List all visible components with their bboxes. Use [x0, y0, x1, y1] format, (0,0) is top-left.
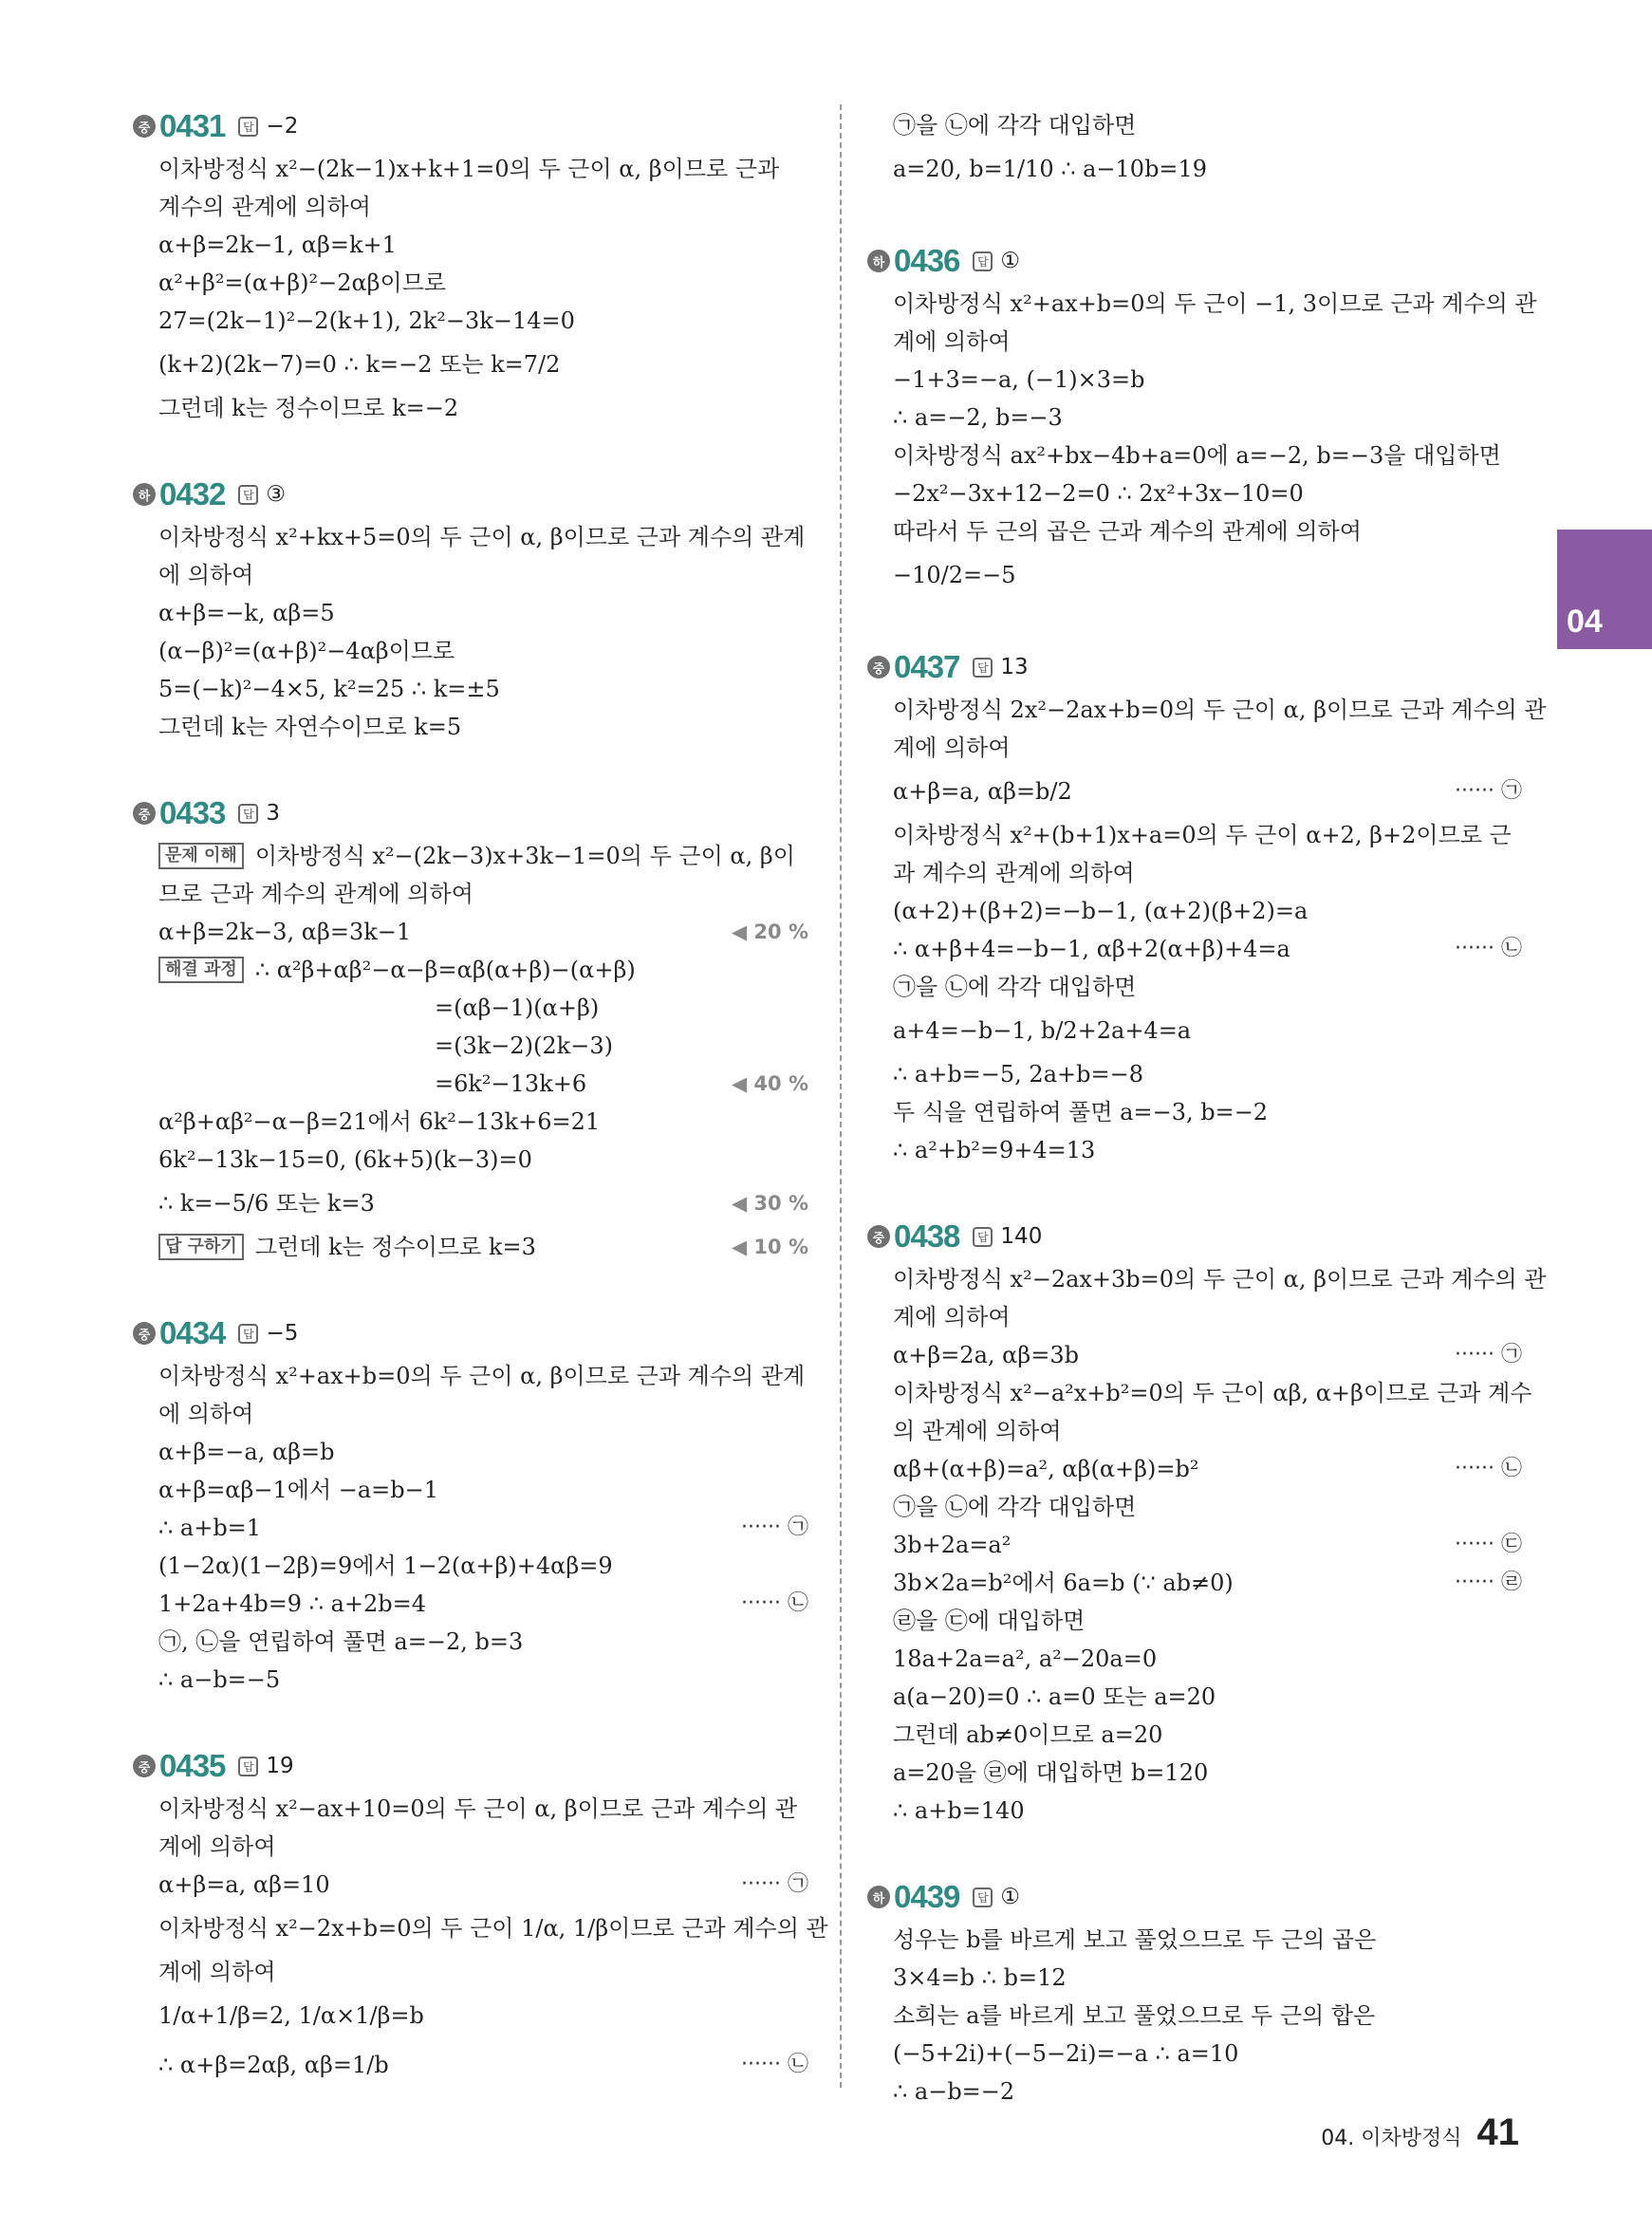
solution-line — [133, 1991, 808, 2040]
solution-text: (α+2)+(β+2)=−b−1, (α+2)(β+2)=a — [893, 898, 1309, 924]
solution-line — [867, 1450, 1522, 1488]
solution-text: 이차방정식 x²−2ax+3b=0의 두 근이 α, β이므로 근과 계수의 관 — [893, 1266, 1547, 1292]
solution-line — [867, 1526, 1522, 1564]
solution-text: 1+2a+4b=9 ∴ a+2b=4 — [158, 1590, 427, 1617]
solution-line — [867, 1374, 1532, 1412]
solution-line — [867, 1792, 1522, 1830]
solution-line — [133, 1953, 808, 1991]
solution-line — [133, 594, 808, 632]
score-percent: ◀ 10 % — [731, 1236, 808, 1258]
column-divider — [840, 104, 842, 2088]
solution-line — [867, 106, 1522, 144]
solution-line — [133, 1141, 808, 1179]
equation-marker: ······ ㉢ — [1455, 1533, 1522, 1556]
solution-text: (−5+2i)+(−5−2i)=−a ∴ a=10 — [893, 2040, 1239, 2067]
solution-line — [133, 389, 808, 427]
solution-text: ∴ α+β+4=−b−1, αβ+2(α+β)+4=a — [893, 936, 1290, 962]
answer-icon: 답 — [238, 485, 258, 505]
solution-line — [133, 837, 808, 875]
difficulty-badge: 중 — [867, 656, 890, 679]
equation-marker: ······ ㉠ — [741, 1516, 808, 1539]
solution-line — [133, 708, 808, 746]
solution-text: 에 의하여 — [158, 1401, 254, 1427]
solution-line — [133, 556, 808, 594]
solution-line — [867, 729, 1522, 767]
solution-text: =(αβ−1)(α+β) — [435, 995, 600, 1021]
difficulty-badge: 중 — [867, 1225, 890, 1248]
solution-line — [133, 340, 808, 389]
problem-solution — [133, 1313, 808, 1699]
solution-line — [867, 1006, 1522, 1055]
difficulty-badge: 중 — [133, 1322, 156, 1345]
solution-text: 두 식을 연립하여 풀면 a=−3, b=−2 — [893, 1099, 1269, 1125]
solution-text: ∴ a=−2, b=−3 — [893, 404, 1063, 431]
solution-text: 18a+2a=a², a²−20a=0 — [893, 1646, 1158, 1672]
solution-text: ㉠을 ㉡에 각각 대입하면 — [893, 974, 1137, 1000]
solution-text: a=20을 ㉣에 대입하면 b=120 — [893, 1759, 1209, 1786]
solution-line — [867, 1959, 1522, 1997]
solution-text: 3×4=b ∴ b=12 — [893, 1964, 1067, 1991]
solution-line — [133, 1585, 808, 1623]
difficulty-badge: 하 — [133, 483, 156, 506]
solution-text: 므로 근과 계수의 관계에 의하여 — [158, 881, 473, 907]
solution-line — [867, 767, 1522, 816]
solution-text: a(a−20)=0 ∴ a=0 또는 a=20 — [893, 1683, 1216, 1710]
solution-line — [867, 1921, 1522, 1959]
solution-line — [133, 670, 808, 708]
answer-value: ③ — [266, 482, 287, 507]
solution-line — [133, 1065, 808, 1103]
solution-text: −2x²−3x+12−2=0 ∴ 2x²+3x−10=0 — [893, 480, 1304, 507]
solution-line — [867, 1678, 1522, 1716]
solution-text: 3b×2a=b²에서 6a=b (∵ ab≠0) — [893, 1570, 1234, 1596]
solution-text: 이차방정식 2x²−2ax+b=0의 두 근이 α, β이므로 근과 계수의 관 — [893, 697, 1547, 723]
answer-value: 19 — [266, 1754, 294, 1778]
solution-text: =(3k−2)(2k−3) — [435, 1032, 613, 1059]
solution-text: 이차방정식 x²−(2k−3)x+3k−1=0의 두 근이 α, β이 — [254, 843, 795, 869]
problem-number: 0438 — [894, 1218, 960, 1254]
solution-line — [867, 512, 1522, 550]
solution-text: (α−β)²=(α+β)²−4αβ이므로 — [158, 638, 455, 664]
equation-marker: ······ ㉡ — [1455, 1457, 1522, 1480]
solution-line — [867, 691, 1547, 729]
solution-line — [867, 1997, 1522, 2035]
problem-solution — [867, 647, 1547, 1169]
solution-text: ㉠을 ㉡에 각각 대입하면 — [893, 1494, 1137, 1520]
answer-icon: 답 — [238, 804, 258, 824]
solution-text: 이차방정식 x²+ax+b=0의 두 근이 −1, 3이므로 근과 계수의 관 — [893, 290, 1537, 317]
solution-line — [133, 188, 808, 226]
solution-text: 그런데 k는 정수이므로 k=−2 — [158, 395, 459, 421]
solution-line — [133, 1228, 808, 1266]
solution-line — [867, 1336, 1522, 1374]
solution-line — [867, 1298, 1522, 1336]
solution-text: 5=(−k)²−4×5, k²=25 ∴ k=±5 — [158, 676, 500, 702]
problem-header — [133, 1313, 808, 1353]
solution-line — [133, 1547, 808, 1585]
score-percent: ◀ 40 % — [731, 1072, 808, 1095]
solution-line — [867, 2035, 1522, 2073]
answer-value: ① — [1000, 249, 1021, 273]
solution-text: 소희는 a를 바르게 보고 풀었으므로 두 근의 합은 — [893, 2002, 1376, 2029]
problem-number: 0434 — [159, 1315, 226, 1350]
problem-number: 0436 — [894, 243, 960, 278]
solution-line — [133, 1866, 808, 1904]
problem-header — [133, 1746, 808, 1786]
difficulty-badge: 중 — [133, 1755, 156, 1777]
solution-text: 이차방정식 x²+ax+b=0의 두 근이 α, β이므로 근과 계수의 관계 — [158, 1363, 806, 1389]
solution-text: 계에 의하여 — [893, 735, 1011, 761]
footer-chapter-title: 04. 이차방정식 — [1321, 2127, 1462, 2150]
answer-icon: 답 — [973, 251, 993, 271]
solution-text: 이차방정식 ax²+bx−4b+a=0에 a=−2, b=−3을 대입하면 — [893, 442, 1501, 469]
problem-number: 0432 — [159, 476, 226, 511]
score-percent: ◀ 20 % — [731, 921, 808, 943]
solution-line — [133, 1828, 808, 1866]
problem-header — [867, 1217, 1522, 1256]
solution-text: α+β=−a, αβ=b — [158, 1439, 335, 1465]
page-footer — [1321, 2111, 1519, 2154]
solution-text: −1+3=−a, (−1)×3=b — [893, 366, 1145, 393]
solution-text: 6k²−13k−15=0, (6k+5)(k−3)=0 — [158, 1146, 532, 1173]
difficulty-badge: 중 — [133, 115, 156, 138]
solution-text: 이차방정식 x²+(b+1)x+a=0의 두 근이 α+2, β+2이므로 근 — [893, 822, 1512, 848]
solution-text: αβ+(α+β)=a², αβ(α+β)=b² — [893, 1456, 1199, 1482]
solution-line — [867, 285, 1537, 323]
step-tag: 해결 과정 — [158, 957, 244, 983]
chapter-tab-label: 04 — [1567, 604, 1603, 640]
solution-text: 이차방정식 x²+kx+5=0의 두 근이 α, β이므로 근과 계수의 관계 — [158, 524, 806, 550]
solution-line — [133, 1027, 808, 1065]
answer-value: −5 — [266, 1321, 299, 1346]
solution-line — [867, 144, 1522, 194]
solution-line — [867, 968, 1522, 1006]
solution-text: α+β=a, αβ=b/2 — [893, 778, 1072, 805]
solution-line — [133, 226, 808, 264]
problem-number: 0435 — [159, 1748, 226, 1783]
problem-header — [867, 1877, 1522, 1917]
solution-line — [867, 816, 1522, 854]
problem-solution — [133, 474, 808, 746]
solution-text: −10/2=−5 — [893, 562, 1016, 588]
solution-text: (k+2)(2k−7)=0 ∴ k=−2 또는 k=7/2 — [158, 351, 561, 378]
solution-text: 계에 의하여 — [893, 1304, 1011, 1330]
problem-solution — [133, 1746, 828, 2090]
answer-icon: 답 — [973, 658, 993, 678]
chapter-side-tab — [1557, 530, 1652, 649]
problem-solution — [867, 241, 1537, 600]
solution-line — [133, 1904, 828, 1953]
problem-number: 0433 — [159, 795, 226, 830]
solution-text: α+β=αβ−1에서 −a=b−1 — [158, 1477, 439, 1503]
solution-line — [133, 1790, 808, 1828]
solution-text: α²β+αβ²−α−β=21에서 6k²−13k+6=21 — [158, 1108, 601, 1135]
solution-text: 이차방정식 x²−(2k−1)x+k+1=0의 두 근이 α, β이므로 근과 — [158, 156, 780, 182]
solution-text: ㉠을 ㉡에 각각 대입하면 — [893, 112, 1137, 139]
solution-text: =6k²−13k+6 — [435, 1070, 587, 1097]
problem-solution — [867, 1217, 1547, 1830]
solution-text: 이차방정식 x²−a²x+b²=0의 두 근이 αβ, α+β이므로 근과 계수 — [893, 1380, 1532, 1406]
page-number: 41 — [1476, 2111, 1519, 2153]
solution-text: ㉣을 ㉢에 대입하면 — [893, 1608, 1086, 1634]
solution-text: ㉠, ㉡을 연립하여 풀면 a=−2, b=3 — [158, 1628, 524, 1655]
step-tag: 답 구하기 — [158, 1234, 244, 1260]
solution-line — [867, 437, 1522, 474]
solution-line — [867, 1602, 1522, 1640]
solution-text: ∴ a+b=−5, 2a+b=−8 — [893, 1061, 1143, 1088]
left-column — [133, 106, 828, 2137]
problem-number: 0439 — [894, 1879, 960, 1914]
solution-text: 그런데 k는 자연수이므로 k=5 — [158, 714, 462, 740]
solution-text: 이차방정식 x²−2x+b=0의 두 근이 1/α, 1/β이므로 근과 계수의 관 — [158, 1915, 828, 1942]
solution-line — [867, 1716, 1522, 1754]
solution-line — [133, 1395, 808, 1433]
problem-header — [133, 793, 808, 833]
solution-line — [133, 1509, 808, 1547]
solution-text: ∴ α+β=2αβ, αβ=1/b — [158, 2052, 389, 2078]
problem-header — [867, 647, 1522, 687]
answer-value: 3 — [266, 801, 281, 826]
solution-line — [133, 1623, 808, 1661]
score-percent: ◀ 30 % — [731, 1192, 808, 1215]
solution-text: a+4=−b−1, b/2+2a+4=a — [893, 1017, 1192, 1044]
step-tag: 문제 이해 — [158, 843, 244, 869]
equation-marker: ······ ㉠ — [741, 1872, 808, 1896]
equation-marker: ······ ㉡ — [741, 2053, 808, 2076]
problem-header — [133, 474, 808, 514]
solution-text: 계수의 관계에 의하여 — [158, 194, 371, 220]
solution-line — [133, 913, 808, 951]
solution-text: 따라서 두 근의 곱은 근과 계수의 관계에 의하여 — [893, 518, 1362, 545]
solution-line — [133, 1179, 808, 1228]
solution-text: ∴ k=−5/6 또는 k=3 — [158, 1190, 375, 1217]
problem-number: 0437 — [894, 649, 960, 684]
solution-text: 1/α+1/β=2, 1/α×1/β=b — [158, 2002, 424, 2029]
solution-text: 의 관계에 의하여 — [893, 1418, 1062, 1444]
solution-line — [867, 1640, 1522, 1678]
solution-text: 계에 의하여 — [893, 328, 1011, 355]
solution-line — [867, 1754, 1522, 1792]
solution-line — [867, 2073, 1522, 2111]
solution-text: α+β=2k−1, αβ=k+1 — [158, 232, 397, 258]
equation-marker: ······ ㉡ — [741, 1591, 808, 1615]
solution-line — [867, 1488, 1522, 1526]
problem-header — [133, 106, 808, 146]
solution-text: a=20, b=1/10 ∴ a−10b=19 — [893, 156, 1208, 182]
solution-text: 그런데 k는 정수이므로 k=3 — [254, 1234, 536, 1260]
solution-text: 계에 의하여 — [158, 1833, 276, 1860]
solution-line — [133, 150, 808, 188]
equation-marker: ······ ㉣ — [1455, 1571, 1522, 1594]
solution-text: ∴ a−b=−2 — [893, 2078, 1015, 2105]
problem-solution — [133, 106, 808, 427]
solution-text: 이차방정식 x²−ax+10=0의 두 근이 α, β이므로 근과 계수의 관 — [158, 1795, 798, 1822]
problem-number: 0431 — [159, 108, 226, 143]
right-column — [867, 106, 1547, 2158]
solution-text: α+β=2a, αβ=3b — [893, 1342, 1079, 1368]
solution-text: ∴ a+b=1 — [158, 1515, 262, 1541]
solution-text: α+β=a, αβ=10 — [158, 1871, 330, 1898]
answer-icon: 답 — [973, 1227, 993, 1247]
problem-solution — [133, 793, 808, 1266]
answer-value: 140 — [1000, 1224, 1043, 1249]
solution-line — [867, 892, 1522, 930]
solution-text: α+β=−k, αβ=5 — [158, 600, 335, 626]
solution-line — [133, 989, 808, 1027]
answer-value: ① — [1000, 1885, 1021, 1909]
solution-line — [133, 1471, 808, 1509]
solution-text: 성우는 b를 바르게 보고 풀었으므로 두 근의 곱은 — [893, 1926, 1377, 1953]
solution-line — [133, 1433, 808, 1471]
solution-line — [867, 361, 1522, 399]
solution-text: ∴ a+b=140 — [893, 1797, 1025, 1824]
solution-line — [133, 875, 808, 913]
solution-line — [133, 951, 808, 989]
problem-solution — [867, 106, 1522, 194]
solution-text: 27=(2k−1)²−2(k+1), 2k²−3k−14=0 — [158, 307, 575, 334]
answer-icon: 답 — [238, 1324, 258, 1344]
solution-text: 계에 의하여 — [158, 1959, 276, 1985]
problem-solution — [867, 1877, 1522, 2111]
answer-value: −2 — [266, 114, 299, 139]
solution-line — [133, 632, 808, 670]
solution-text: ∴ α²β+αβ²−α−β=αβ(α+β)−(α+β) — [254, 957, 636, 983]
solution-text: 그런데 ab≠0이므로 a=20 — [893, 1721, 1163, 1748]
solution-text: α+β=2k−3, αβ=3k−1 — [158, 919, 412, 945]
difficulty-badge: 하 — [867, 1886, 890, 1908]
solution-text: ∴ a−b=−5 — [158, 1666, 281, 1693]
solution-line — [867, 1131, 1522, 1169]
solution-line — [133, 518, 808, 556]
solution-line — [133, 1661, 808, 1699]
solution-text: ∴ a²+b²=9+4=13 — [893, 1137, 1096, 1163]
solution-line — [867, 399, 1522, 437]
difficulty-badge: 하 — [867, 250, 890, 272]
problem-header — [867, 241, 1522, 281]
solution-line — [867, 1412, 1522, 1450]
answer-icon: 답 — [973, 1888, 993, 1907]
solution-line — [867, 550, 1522, 600]
solution-text: (1−2α)(1−2β)=9에서 1−2(α+β)+4αβ=9 — [158, 1553, 613, 1579]
solution-line — [867, 930, 1522, 968]
solution-line — [133, 302, 808, 340]
solution-line — [867, 1093, 1522, 1131]
solution-line — [867, 854, 1522, 892]
solution-line — [133, 1103, 808, 1141]
answer-icon: 답 — [238, 1757, 258, 1776]
solution-text: α²+β²=(α+β)²−2αβ이므로 — [158, 270, 447, 296]
solution-text: 에 의하여 — [158, 562, 254, 588]
solution-line — [867, 1055, 1522, 1093]
solution-line — [867, 474, 1522, 512]
solution-line — [133, 2040, 808, 2090]
solution-line — [133, 1357, 808, 1395]
difficulty-badge: 중 — [133, 802, 156, 825]
equation-marker: ······ ㉡ — [1455, 937, 1522, 960]
answer-value: 13 — [1000, 655, 1029, 679]
equation-marker: ······ ㉠ — [1455, 1343, 1522, 1367]
solution-line — [133, 264, 808, 302]
solution-text: 3b+2a=a² — [893, 1532, 1012, 1558]
solution-line — [867, 323, 1522, 361]
solution-line — [867, 1260, 1547, 1298]
solution-text: 과 계수의 관계에 의하여 — [893, 860, 1135, 886]
solution-line — [867, 1564, 1522, 1602]
equation-marker: ······ ㉠ — [1455, 779, 1522, 803]
answer-icon: 답 — [238, 117, 258, 137]
